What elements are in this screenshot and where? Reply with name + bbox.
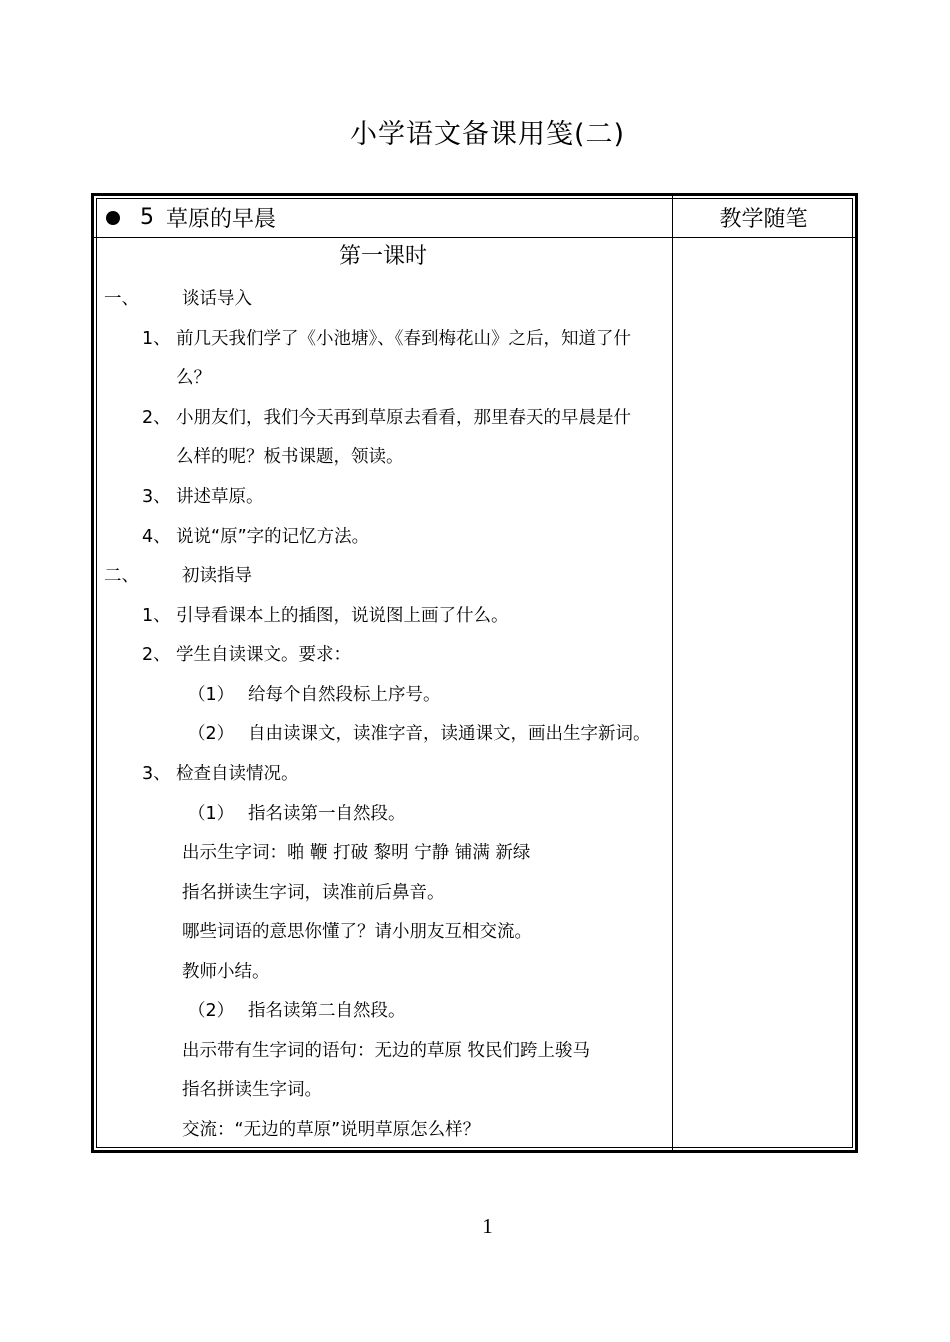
list-item: 检查自读情况。 [176, 764, 299, 784]
item-number: 3、 [142, 487, 171, 507]
page-title: 小学语文备课用笺(二) [349, 119, 626, 150]
subitem-number: （2） [188, 1001, 235, 1021]
list-item: 引导看课本上的插图，说说图上画了什么。 [176, 606, 509, 626]
lesson-header [106, 202, 276, 233]
list-item: 讲述草原。 [176, 487, 264, 507]
session-heading: 第一课时 [338, 244, 427, 269]
section-title: 谈话导入 [182, 289, 252, 309]
list-item: 学生自读课文。要求： [176, 645, 351, 665]
note-line: 哪些词语的意思你懂了？请小朋友互相交流。 [182, 922, 532, 942]
item-number: 1、 [142, 329, 171, 349]
vocab-line: 出示生字词：啪 鞭 打破 黎明 宁静 铺满 新绿 [182, 843, 531, 863]
header-divider [94, 237, 855, 238]
subitem-number: （1） [188, 685, 235, 705]
note-line: 指名拼读生字词。 [182, 1080, 322, 1100]
bullet-icon [106, 211, 120, 225]
note-line: 交流：“无边的草原”说明草原怎么样？ [182, 1120, 481, 1140]
list-item: 前几天我们学了《小池塘》、《春到梅花山》之后，知道了什 [176, 329, 631, 349]
subitem-number: （2） [188, 724, 235, 744]
list-item: 小朋友们，我们今天再到草原去看看，那里春天的早晨是什 [176, 408, 631, 428]
item-number: 4、 [142, 527, 171, 547]
column-divider [672, 196, 673, 1150]
item-number: 3、 [142, 764, 171, 784]
page-number: 1 [482, 1214, 493, 1238]
list-item-continued: 么？ [176, 368, 211, 388]
notes-column-header: 教学随笔 [719, 207, 808, 232]
list-item: 说说“原”字的记忆方法。 [176, 527, 370, 547]
section-marker: 二、 [104, 566, 139, 586]
lesson-number: 5 [140, 205, 154, 230]
lesson-plan-table [91, 193, 858, 1153]
item-number: 2、 [142, 408, 171, 428]
list-item-continued: 么样的呢？板书课题，领读。 [176, 447, 404, 467]
section-title: 初读指导 [182, 566, 252, 586]
subitem: 给每个自然段标上序号。 [248, 685, 441, 705]
subitem-number: （1） [188, 804, 235, 824]
lesson-title: 草原的早晨 [166, 207, 277, 232]
section-marker: 一、 [104, 289, 139, 309]
subitem: 指名读第一自然段。 [248, 804, 406, 824]
subitem: 自由读课文，读准字音，读通课文，画出生字新词。 [248, 724, 651, 744]
item-number: 1、 [142, 606, 171, 626]
vocab-line: 出示带有生字词的语句：无边的草原 牧民们跨上骏马 [182, 1041, 591, 1061]
subitem: 指名读第二自然段。 [248, 1001, 406, 1021]
note-line: 教师小结。 [182, 962, 270, 982]
note-line: 指名拼读生字词，读准前后鼻音。 [182, 883, 445, 903]
item-number: 2、 [142, 645, 171, 665]
